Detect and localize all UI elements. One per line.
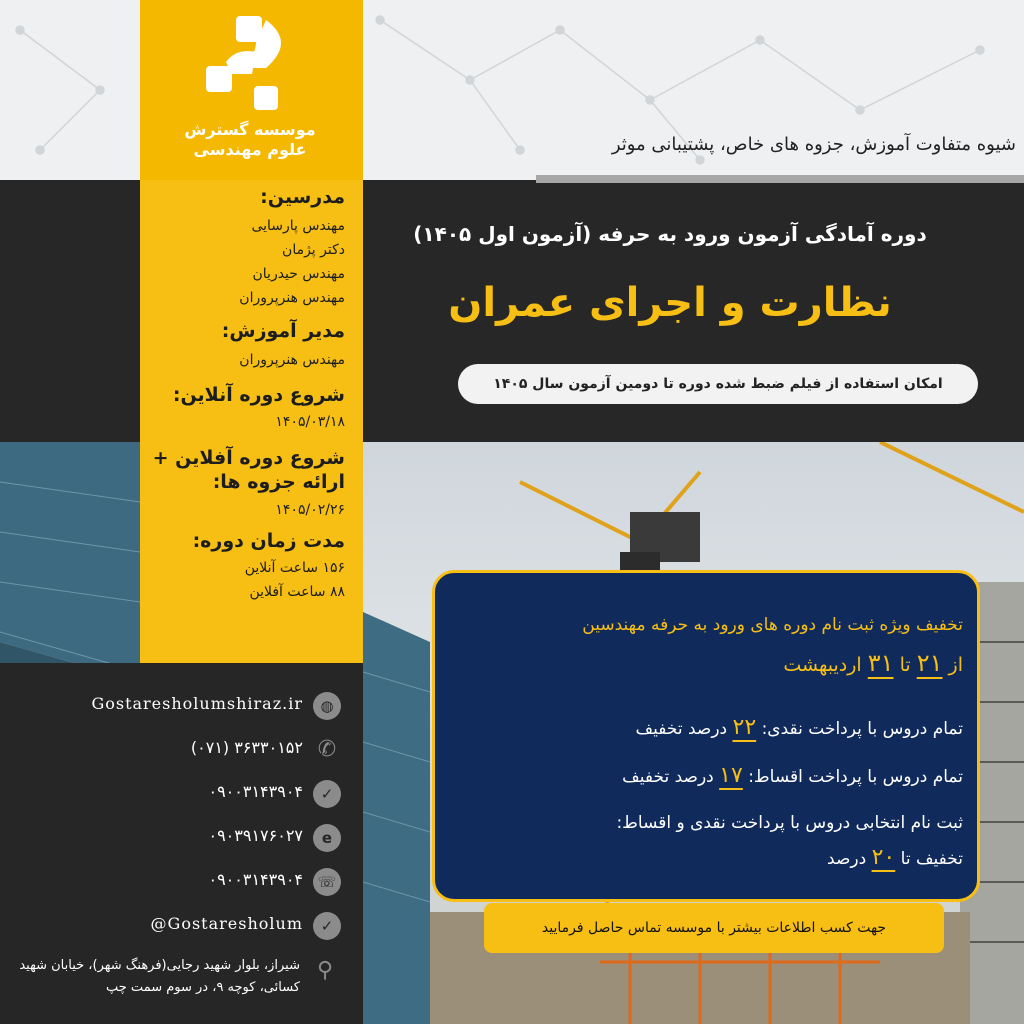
contact-instagram[interactable]: [0, 904, 363, 948]
teacher-item: مهندس پارسایی: [251, 218, 345, 234]
globe-icon: ◍: [313, 692, 341, 720]
offer-selective-percent: ۲۰: [871, 845, 896, 870]
instagram-text: @Gostaresholum: [150, 914, 303, 933]
teacher-item: مهندس هنرپروران: [239, 290, 345, 306]
offer-to: تا: [899, 654, 911, 676]
mobile-1-text: ۰۹۰۰۳۱۴۳۹۰۴: [208, 782, 303, 801]
offer-day-end: ۳۱: [867, 649, 894, 677]
duration-online: ۱۵۶ ساعت آنلاین: [244, 560, 345, 576]
offline-start-heading-line1: شروع دوره آفلاین +: [152, 447, 345, 469]
info-list: [150, 186, 345, 604]
recording-note-pill: امکان استفاده از فیلم ضبط شده دوره تا دومین آزمون سال ۱۴۰۵: [458, 364, 978, 404]
offer-selective-label: تخفیف تا: [900, 849, 963, 869]
online-start-heading: شروع دوره آنلاین:: [172, 384, 345, 406]
phone-icon: ✆: [317, 737, 337, 762]
contact-cta: جهت کسب اطلاعات بیشتر با موسسه تماس حاصل فرمایید: [484, 903, 944, 953]
manager-name: مهندس هنرپروران: [239, 352, 345, 368]
offer-installment: [455, 763, 963, 788]
manager-heading: مدیر آموزش:: [221, 320, 345, 342]
phone-text: (۰۷۱) ۳۶۳۳۰۱۵۲: [190, 738, 303, 757]
offer-installment-suffix: درصد تخفیف: [622, 767, 714, 787]
discount-offer-box: [432, 570, 980, 902]
teacher-item: مهندس حیدریان: [252, 266, 345, 282]
address-text: شیراز، بلوار شهید رجایی(فرهنگ شهر)، خیابان شهید کسائی، کوچه ۹، در سوم سمت چپ: [19, 958, 300, 995]
verified-badge-icon: ✓: [313, 912, 341, 940]
teachers-heading: مدرسین:: [260, 186, 345, 208]
offer-selective-line1: ثبت نام انتخابی دروس با پرداخت نقدی و اقساط:: [616, 813, 963, 833]
brand-name: [150, 120, 350, 160]
offer-cash-label: تمام دروس با پرداخت نقدی:: [761, 719, 963, 739]
course-subtitle: دوره آمادگی آزمون ورود به حرفه (آزمون اول ۱۴۰۵): [413, 222, 927, 246]
offer-cash-suffix: درصد تخفیف: [635, 719, 728, 739]
duration-heading: مدت زمان دوره:: [192, 530, 345, 552]
eitaa-icon: e: [313, 824, 341, 852]
offline-start-heading: [150, 446, 345, 494]
offer-selective-line2: [455, 845, 963, 870]
offer-cash-percent: ۲۲: [732, 715, 757, 740]
brand-name-line1: موسسه گسترش: [184, 120, 316, 139]
website-text: Gostaresholumshiraz.ir: [91, 694, 303, 713]
brand-logo-icon: [196, 12, 296, 112]
telegram-check-icon: ✓: [313, 780, 341, 808]
duration-offline: ۸۸ ساعت آفلاین: [249, 584, 345, 600]
tagline: شیوه متفاوت آموزش، جزوه های خاص، پشتیبانی موثر: [611, 134, 1016, 155]
whatsapp-icon: ☏: [313, 868, 341, 896]
contact-whatsapp[interactable]: [0, 860, 363, 904]
offer-from: از: [948, 654, 963, 676]
offer-installment-percent: ۱۷: [719, 763, 743, 788]
tagline-underline: [536, 175, 1024, 183]
offline-start-heading-line2: ارائه جزوه ها:: [212, 471, 345, 493]
offer-cash: [455, 715, 963, 740]
course-title: نظارت و اجرای عمران: [448, 280, 892, 326]
offer-month: اردیبهشت: [783, 654, 862, 676]
location-pin-icon: ⚲: [316, 958, 334, 983]
offer-installment-label: تمام دروس با پرداخت اقساط:: [748, 767, 963, 787]
offer-date-range: [455, 649, 963, 677]
contact-website[interactable]: [0, 684, 363, 728]
offer-headline: تخفیف ویژه ثبت نام دوره های ورود به حرفه مهندسین: [582, 615, 963, 635]
offline-start-date: ۱۴۰۵/۰۲/۲۶: [275, 502, 345, 518]
contact-phone[interactable]: [0, 728, 363, 772]
online-start-date: ۱۴۰۵/۰۳/۱۸: [275, 414, 345, 430]
mobile-2-text: ۰۹۰۳۹۱۷۶۰۲۷: [208, 826, 303, 845]
brand-name-line2: علوم مهندسی: [193, 140, 307, 159]
offer-selective-suffix: درصد: [827, 849, 867, 869]
teacher-item: دکتر پژمان: [282, 242, 345, 258]
offer-day-start: ۲۱: [916, 649, 943, 677]
contact-mobile-1[interactable]: [0, 772, 363, 816]
whatsapp-text: ۰۹۰۰۳۱۴۳۹۰۴: [208, 870, 303, 889]
contact-mobile-2[interactable]: [0, 816, 363, 860]
